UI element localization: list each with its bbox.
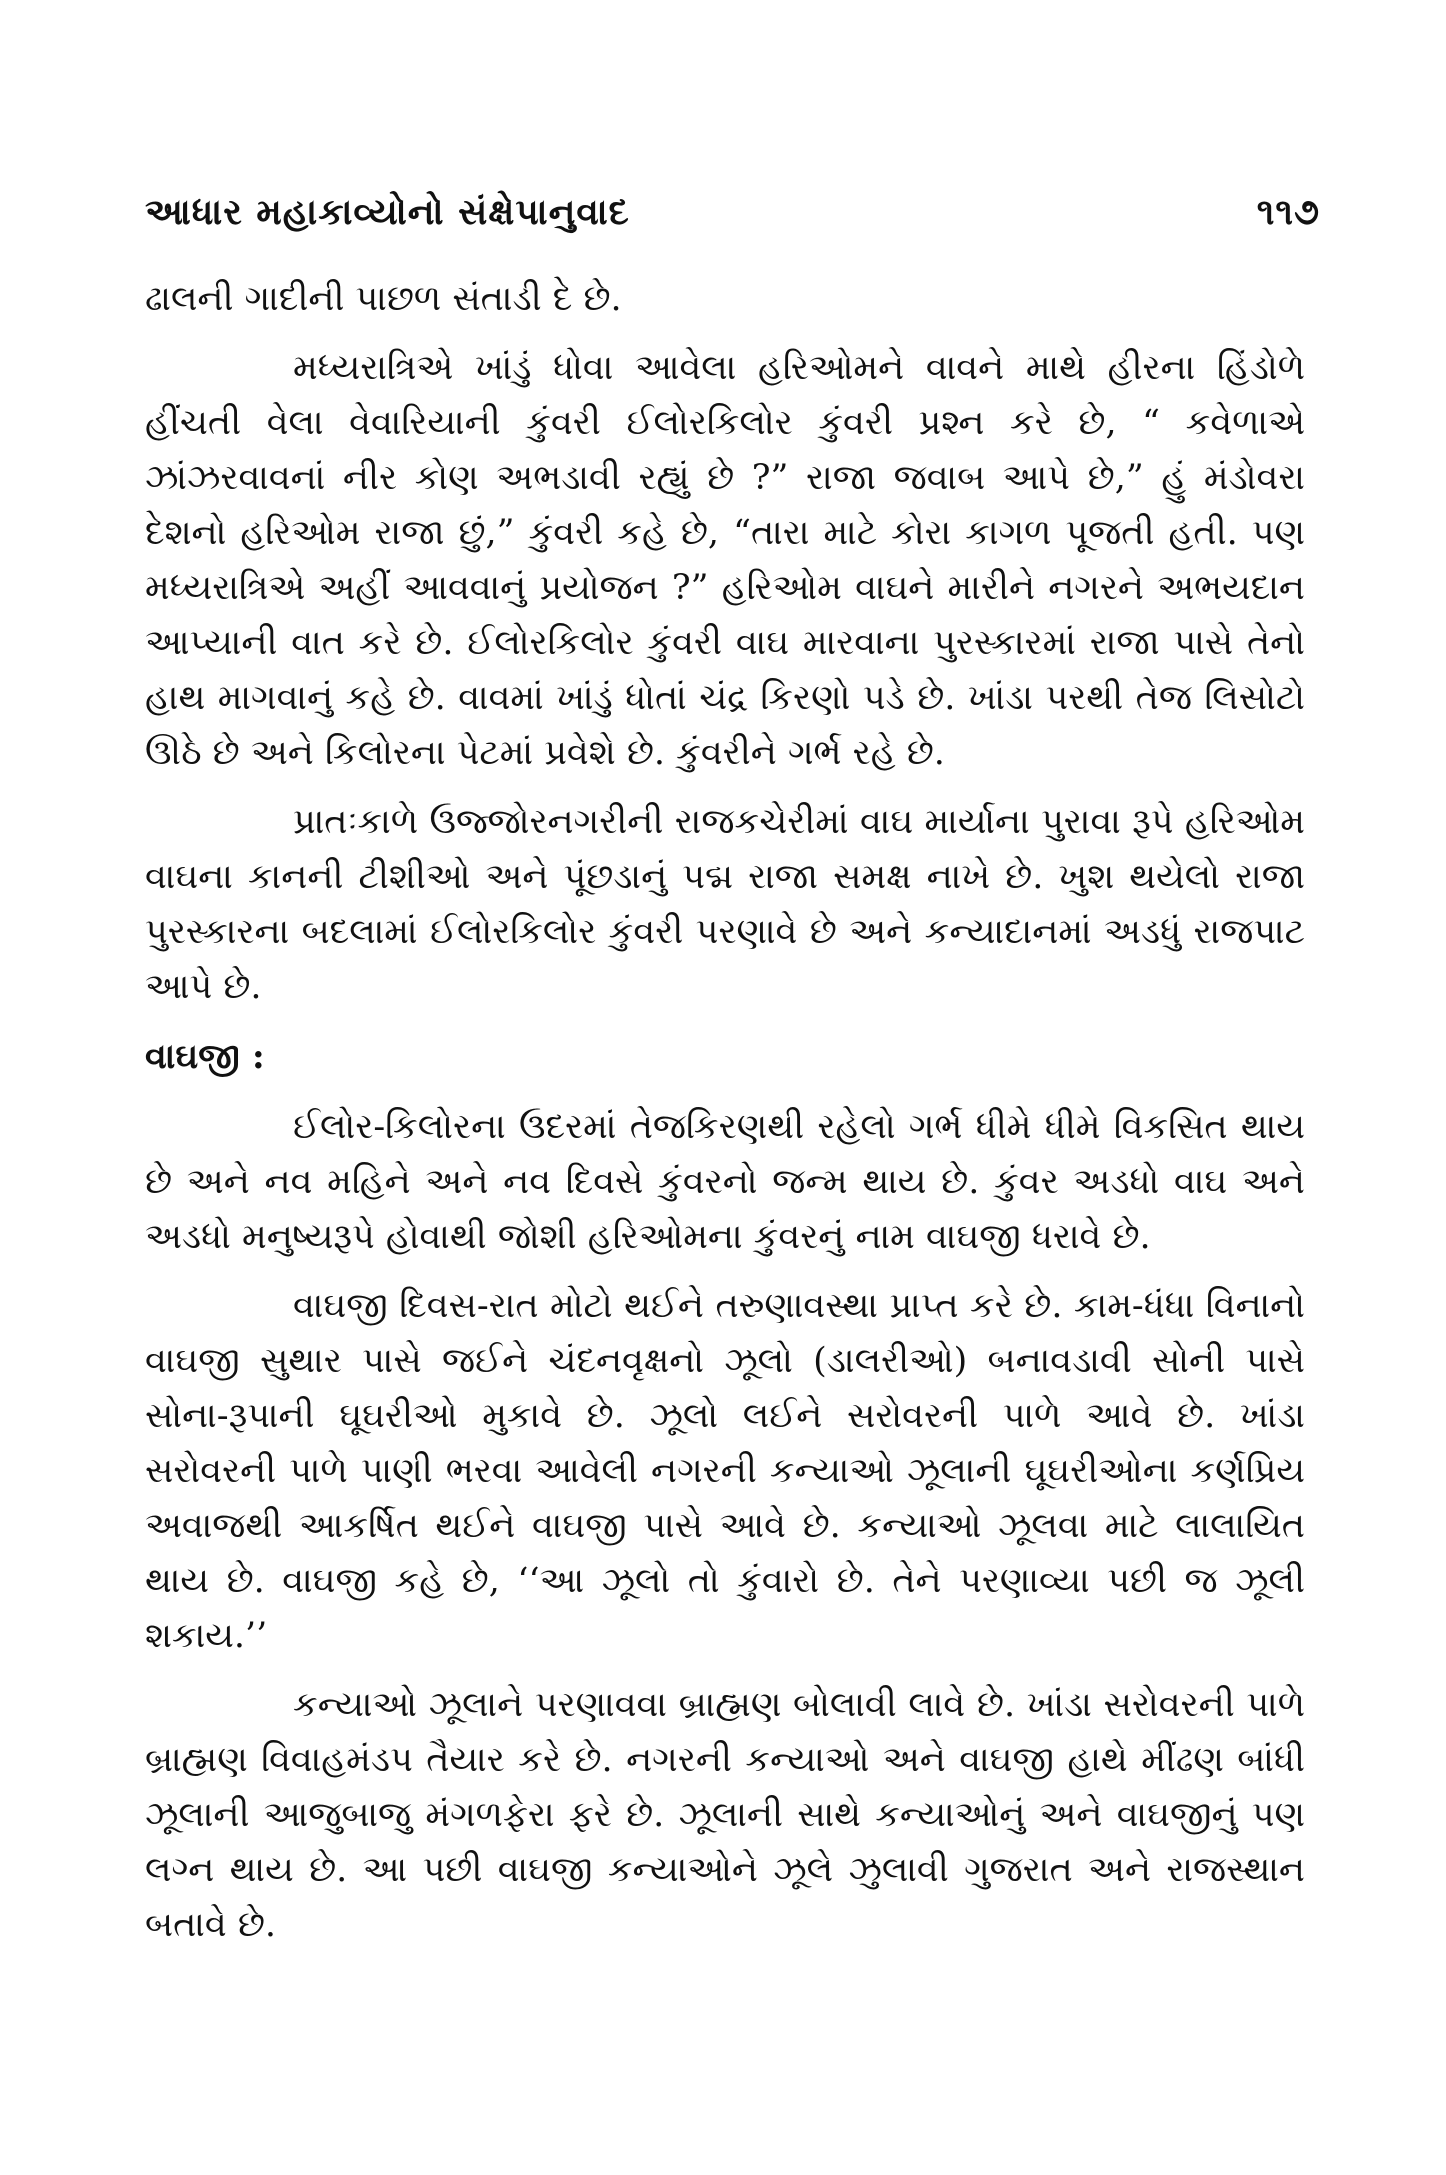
paragraph-morning: પ્રાતઃકાળે ઉજ્જોરનગરીની રાજકચેરીમાં વાઘ માર્યાના પુરાવા રૂપે હરિઓમ વાઘના કાનની ટીશીઓ અને પૂંછડાનું પદ્મ રાજા સમક્ષ નાખે છે. ખુશ થયેલો રાજા પુરસ્કારના બદલામાં ઈલોરકિલોર કુંવરી પરણાવે છે અને કન્યાદાનમાં અડધું રાજપાટ આપે છે. (145, 802, 1305, 1007)
paragraph-midnight: મધ્યરાત્રિએ ખાંડું ધોવા આવેલા હરિઓમને વાવને માથે હીરના હિંડોળે હીંચતી વેલા વેવારિયાની કુંવરી ઈલોરકિલોર કુંવરી પ્રશ્ન કરે છે, “ કવેળાએ ઝાંઝરવાવનાં નીર કોણ અભડાવી રહ્યું છે ?” રાજા જવાબ આપે છે,” હું મંડોવરા દેશનો હરિઓમ રાજા છું,” કુંવરી કહે છે, “તારા માટે કોરા કાગળ પૂજતી હતી. પણ મધ્યરાત્રિએ અહીં આવવાનું પ્રયોજન ?” હરિઓમ વાઘને મારીને નગરને અભયદાન આપ્યાની વાત કરે છે. ઈલોરકિલોર કુંવરી વાઘ મારવાના પુરસ્કારમાં રાજા પાસે તેનો હાથ માગવાનું કહે છે. વાવમાં ખાંડું ધોતાં ચંદ્ર કિરણો પડે છે. ખાંડા પરથી તેજ લિસોટો ઊઠે છે અને કિલોરના પેટમાં પ્રવેશે છે. કુંવરીને ગર્ભ રહે છે. (145, 348, 1305, 773)
running-header-title: આધાર મહાકાવ્યોનો સંક્ષેપાનુવાદ (145, 190, 630, 233)
paragraph-swing: વાઘજી દિવસ-રાત મોટો થઈને તરુણાવસ્થા પ્રાપ્ત કરે છે. કામ-ધંધા વિનાનો વાઘજી સુથાર પાસે જઈને ચંદનવૃક્ષનો ઝૂલો (ડાલરીઓ) બનાવડાવી સોની પાસે સોના-રૂપાની ઘૂઘરીઓ મુકાવે છે. ઝૂલો લઈને સરોવરની પાળે આવે છે. ખાંડા સરોવરની પાળે પાણી ભરવા આવેલી નગરની કન્યાઓ ઝૂલાની ઘૂઘરીઓના કર્ણપ્રિય અવાજથી આકર્ષિત થઈને વાઘજી પાસે આવે છે. કન્યાઓ ઝૂલવા માટે લાલાયિત થાય છે. વાઘજી કહે છે, ‘‘આ ઝૂલો તો કુંવારો છે. તેને પરણાવ્યા પછી જ ઝૂલી શકાય.’’ (145, 1286, 1305, 1656)
continued-paragraph: ઢાલની ગાદીની પાછળ સંતાડી દે છે. (145, 279, 622, 319)
body-text (145, 272, 1305, 1967)
paragraph-wedding: કન્યાઓ ઝૂલાને પરણાવવા બ્રાહ્મણ બોલાવી લાવે છે. ખાંડા સરોવરની પાળે બ્રાહ્મણ વિવાહમંડપ તૈયાર કરે છે. નગરની કન્યાઓ અને વાઘજી હાથે મીંઢણ બાંધી ઝૂલાની આજુબાજુ મંગળફેરા ફરે છે. ઝૂલાની સાથે કન્યાઓનું અને વાઘજીનું પણ લગ્ન થાય છે. આ પછી વાઘજી કન્યાઓને ઝૂલે ઝુલાવી ગુજરાત અને રાજસ્થાન બતાવે છે. (145, 1685, 1305, 1945)
section-heading: વાઘજી : (145, 1036, 265, 1077)
page-number: ૧૧૭ (1256, 190, 1320, 233)
paragraph-birth: ઈલોર-કિલોરના ઉદરમાં તેજકિરણથી રહેલો ગર્ભ ધીમે ધીમે વિકસિત થાય છે અને નવ મહિને અને નવ દિવસે કુંવરનો જન્મ થાય છે. કુંવર અડધો વાઘ અને અડધો મનુષ્યરૂપે હોવાથી જોશી હરિઓમના કુંવરનું નામ વાઘજી ધરાવે છે. (145, 1107, 1305, 1257)
running-header (145, 182, 1320, 242)
